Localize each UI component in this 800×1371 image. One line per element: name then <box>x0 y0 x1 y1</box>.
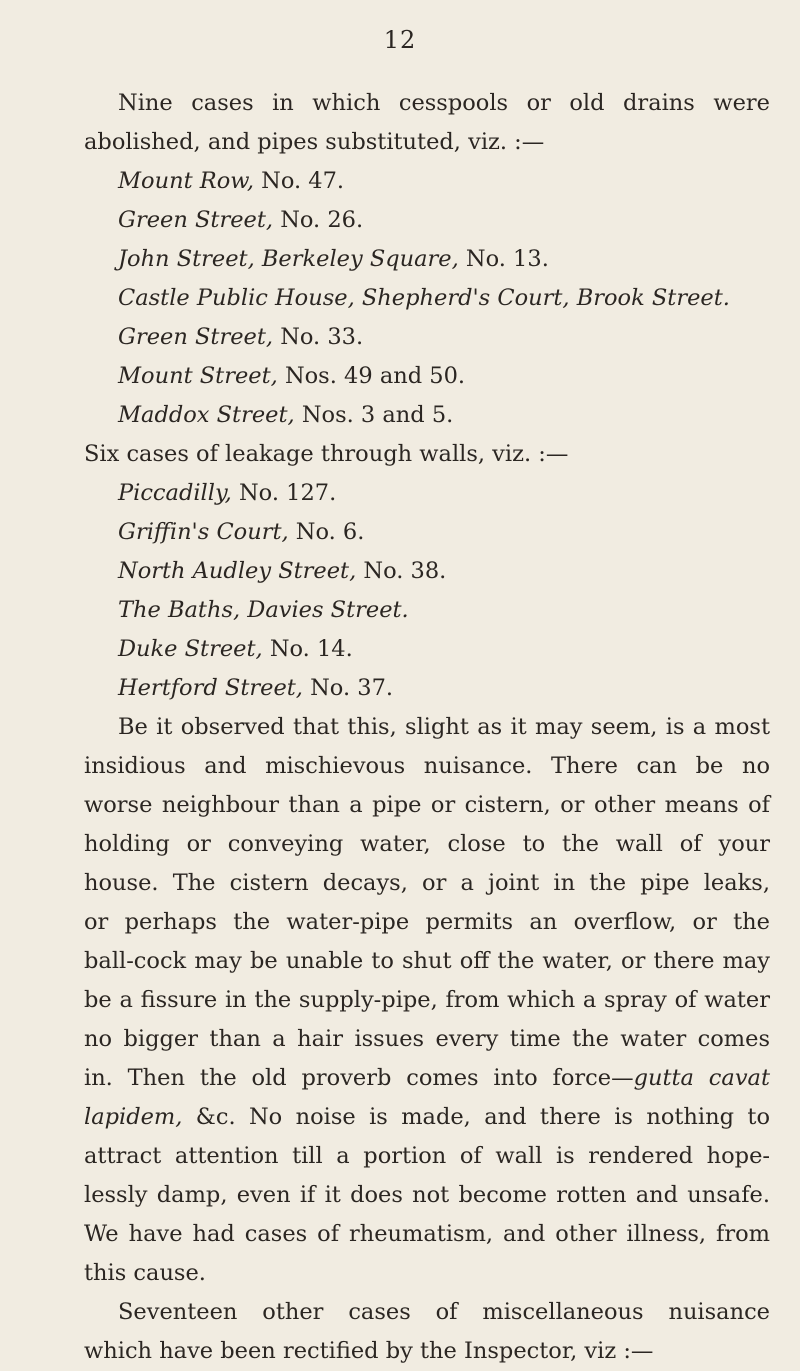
paragraph-line <box>84 1059 770 1098</box>
leakage-intro-line: Six cases of leakage through walls, viz. :— <box>84 441 569 467</box>
street-number: No. 33. <box>273 324 364 350</box>
drains-intro-line: abolished, and pipes substituted, viz. :— <box>84 129 545 155</box>
paragraph-line: this cause. <box>84 1260 206 1286</box>
drains-list-item <box>84 162 770 201</box>
street-name: Mount Street, <box>118 363 278 389</box>
street-number: No. 26. <box>273 207 364 233</box>
leakage-list-item <box>84 630 770 669</box>
paragraph-line: We have had cases of rheumatism, and other illness, from <box>84 1221 770 1247</box>
leakage-list-item <box>84 669 770 708</box>
paragraph-text: in. Then the old proverb comes into force— <box>84 1065 634 1091</box>
street-number: No. 47. <box>254 168 345 194</box>
paragraph-line: house. The cistern decays, or a joint in the pipe leaks, <box>84 870 770 896</box>
latin-phrase: gutta cavat <box>633 1065 770 1091</box>
paragraph-line: no bigger than a hair issues every time the water comes <box>84 1026 770 1052</box>
drains-list-item <box>84 201 770 240</box>
drains-list-item <box>84 357 770 396</box>
paragraph-line: ball-cock may be unable to shut off the water, or there may <box>84 948 770 974</box>
street-name: Green Street, <box>118 207 274 233</box>
paragraph-line: lessly damp, even if it does not become rotten and unsafe. <box>84 1182 770 1208</box>
leakage-list-item <box>84 552 770 591</box>
street-name: John Street, Berkeley Square, <box>118 246 459 272</box>
street-name: Griffin's Court, <box>118 519 289 545</box>
closing-line: which have been rectified by the Inspector, viz :— <box>84 1338 654 1364</box>
drains-list-item <box>84 279 770 318</box>
page-number: 12 <box>383 26 417 54</box>
drains-section <box>84 84 770 1371</box>
street-number: No. 37. <box>302 675 394 701</box>
street-name: The Baths, Davies Street. <box>118 597 409 623</box>
paragraph-line: or perhaps the water-pipe permits an overflow, or the <box>84 909 770 935</box>
street-number: No. 14. <box>262 636 353 662</box>
street-number: No. 38. <box>356 558 447 584</box>
street-name: Green Street, <box>118 324 274 350</box>
paragraph-line: holding or conveying water, close to the wall of your <box>84 831 770 857</box>
street-name: Mount Row, <box>118 168 254 194</box>
street-name: North Audley Street, <box>118 558 357 584</box>
paragraph-line: insidious and mischievous nuisance. There can be no <box>84 753 770 779</box>
leakage-list-item <box>84 474 770 513</box>
drains-intro-line: Nine cases in which cesspools or old drains were <box>118 90 770 116</box>
paragraph-line: worse neighbour than a pipe or cistern, or other means of <box>84 792 770 818</box>
paragraph-line: be a fissure in the supply-pipe, from which a spray of water <box>84 987 770 1013</box>
street-number: Nos. 49 and 50. <box>277 363 466 389</box>
street-name: Maddox Street, <box>118 402 295 428</box>
closing-line: Seventeen other cases of miscellaneous nuisance <box>118 1299 770 1325</box>
drains-list-item <box>84 318 770 357</box>
latin-phrase: lapidem, <box>84 1104 183 1130</box>
paragraph-text: &c. No noise is made, and there is nothing to <box>182 1104 770 1130</box>
street-number: Nos. 3 and 5. <box>294 402 454 428</box>
street-name: Castle Public House, Shepherd's Court, Brook Street. <box>118 285 730 311</box>
paragraph-line: attract attention till a portion of wall is rendered hope- <box>84 1143 770 1169</box>
paragraph-line: Be it observed that this, slight as it may seem, is a most <box>118 714 770 740</box>
street-number: No. 6. <box>288 519 365 545</box>
drains-list-item <box>84 396 770 435</box>
street-number: No. 127. <box>231 480 337 506</box>
street-name: Piccadilly, <box>118 480 232 506</box>
street-name: Hertford Street, <box>118 675 303 701</box>
street-number: No. 13. <box>458 246 549 272</box>
leakage-list-item <box>84 513 770 552</box>
street-name: Duke Street, <box>118 636 263 662</box>
leakage-list-item <box>84 591 770 630</box>
drains-list-item <box>84 240 770 279</box>
paragraph-line <box>84 1098 770 1137</box>
